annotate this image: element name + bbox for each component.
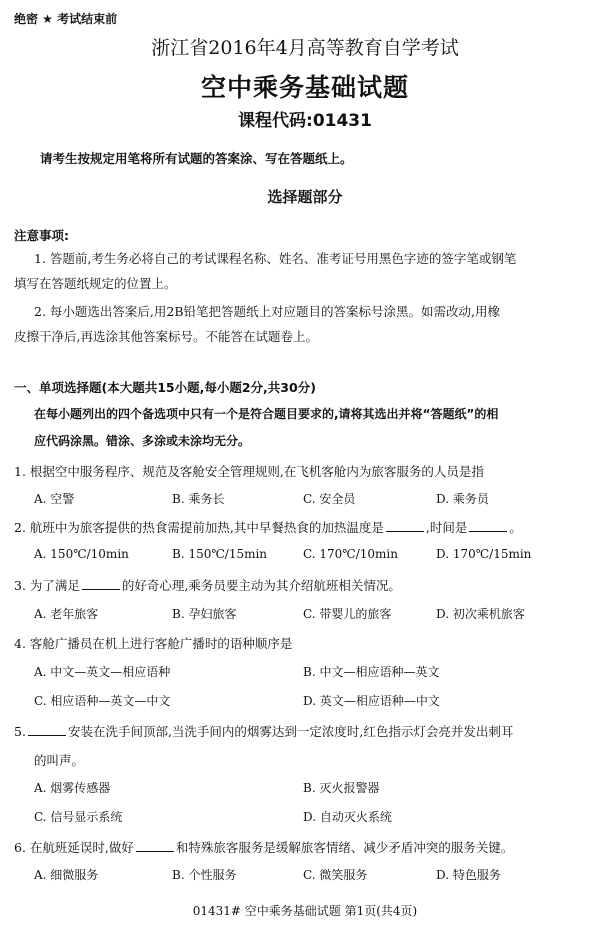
page-footer: 01431# 空中乘务基础试题 第1页(共4页) <box>192 904 418 918</box>
question-1-stem: 1. 根据空中服务程序、规范及客舱安全管理规则,在飞机客舱内为旅客服务的人员是指 <box>14 464 484 479</box>
note-1-line-2: 填写在答题纸规定的位置上。 <box>14 276 177 291</box>
q2-stem-part-2: ,时间是 <box>425 520 468 535</box>
q2-stem-part-1: 2. 航班中为旅客提供的热食需提前加热,其中早餐热食的加热温度是 <box>14 520 384 535</box>
question-5-stem <box>14 722 513 740</box>
q5-blank <box>28 724 66 736</box>
q4-option-a: A. 中文—英文—相应语种 <box>34 665 171 679</box>
note-2-line-2: 皮擦干净后,再选涂其他答案标号。不能答在试题卷上。 <box>14 329 318 344</box>
section-1-heading: 一、单项选择题(本大题共15小题,每小题2分,共30分) <box>14 380 316 395</box>
subject-title: 空中乘务基础试题 <box>200 73 409 102</box>
q5-stem-part-2: 安装在洗手间顶部,当洗手间内的烟雾达到一定浓度时,红色指示灯会亮并发出刺耳 <box>67 724 514 739</box>
q4-option-d: D. 英文—相应语种—中文 <box>303 694 440 708</box>
notes-heading: 注意事项: <box>14 228 69 243</box>
q1-option-d: D. 乘务员 <box>436 492 489 506</box>
q4-option-b: B. 中文—相应语种—英文 <box>303 665 440 679</box>
q4-option-c: C. 相应语种—英文—中文 <box>34 694 171 708</box>
q6-option-a: A. 细微服务 <box>34 868 99 882</box>
q6-blank <box>136 840 174 852</box>
q2-blank-1 <box>386 520 424 532</box>
q5-option-c: C. 信号显示系统 <box>34 810 123 824</box>
q5-option-d: D. 自动灭火系统 <box>303 810 392 824</box>
q1-option-b: B. 乘务长 <box>172 492 225 506</box>
q3-option-b: B. 孕妇旅客 <box>172 607 237 621</box>
q2-option-c: C. 170℃/10min <box>303 547 398 561</box>
q6-stem-part-1: 6. 在航班延误时,做好 <box>14 840 134 855</box>
q6-option-b: B. 个性服务 <box>172 868 237 882</box>
question-6-stem <box>14 838 513 856</box>
q3-stem-part-2: 的好奇心理,乘务员要主动为其介绍航班相关情况。 <box>121 578 401 593</box>
q3-option-a: A. 老年旅客 <box>34 607 99 621</box>
q6-stem-part-2: 和特殊旅客服务是缓解旅客情绪、减少矛盾冲突的服务关键。 <box>175 840 514 855</box>
part-title: 选择题部分 <box>267 188 343 206</box>
section-1-desc-line-2: 应代码涂黑。错涂、多涂或未涂均无分。 <box>34 434 251 448</box>
q1-option-a: A. 空警 <box>34 492 75 506</box>
q3-blank <box>82 578 120 590</box>
q1-option-c: C. 安全员 <box>303 492 356 506</box>
q3-option-d: D. 初次乘机旅客 <box>436 607 525 621</box>
question-4-stem: 4. 客舱广播员在机上进行客舱广播时的语种顺序是 <box>14 636 293 651</box>
question-3-stem <box>14 576 401 594</box>
q3-option-c: C. 带婴儿的旅客 <box>303 607 392 621</box>
answer-instruction: 请考生按规定用笔将所有试题的答案涂、写在答题纸上。 <box>40 151 353 166</box>
course-code: 课程代码:01431 <box>238 111 372 131</box>
note-2-line-1: 2. 每小题选出答案后,用2B铅笔把答题纸上对应题目的答案标号涂黑。如需改动,用橡 <box>34 304 500 319</box>
q5-option-a: A. 烟雾传感器 <box>34 781 111 795</box>
question-5-stem-line-2: 的叫声。 <box>34 753 85 768</box>
q2-option-d: D. 170℃/15min <box>436 547 532 561</box>
q5-option-b: B. 灭火报警器 <box>303 781 380 795</box>
q5-stem-part-1: 5. <box>14 724 26 739</box>
q2-option-b: B. 150℃/15min <box>172 547 268 561</box>
q2-stem-part-3: 。 <box>509 520 522 535</box>
note-1-line-1: 1. 答题前,考生务必将自己的考试课程名称、姓名、准考证号用黑色字迹的签字笔或钢笔 <box>34 251 517 266</box>
exam-title: 浙江省2016年4月高等教育自学考试 <box>151 37 459 59</box>
q6-option-d: D. 特色服务 <box>436 868 501 882</box>
confidential-mark: 绝密 ★ 考试结束前 <box>14 12 118 26</box>
q2-blank-2 <box>469 520 507 532</box>
q3-stem-part-1: 3. 为了满足 <box>14 578 80 593</box>
q6-option-c: C. 微笑服务 <box>303 868 368 882</box>
section-1-desc-line-1: 在每小题列出的四个备选项中只有一个是符合题目要求的,请将其选出并将“答题纸”的相 <box>34 407 499 421</box>
q2-option-a: A. 150℃/10min <box>34 547 129 561</box>
question-2-stem <box>14 518 522 536</box>
